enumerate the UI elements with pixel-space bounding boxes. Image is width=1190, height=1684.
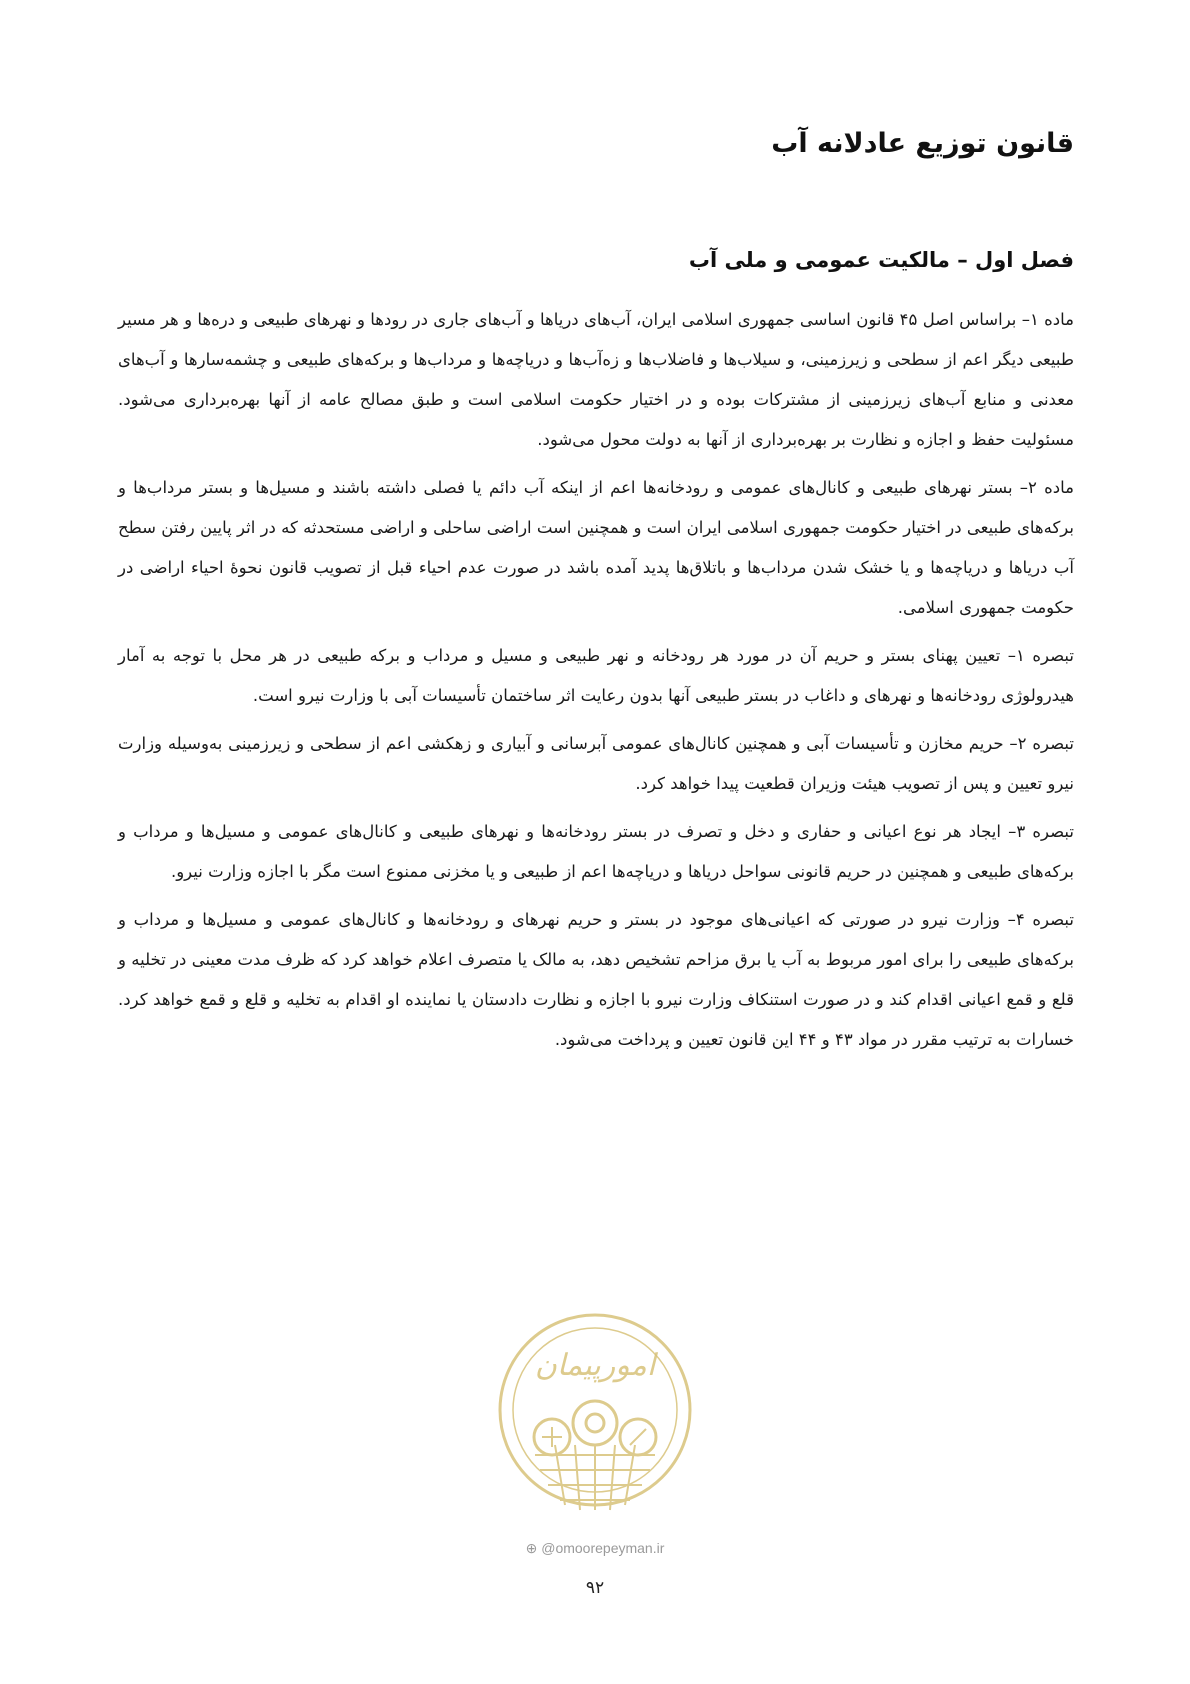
watermark-logo	[490, 1305, 700, 1535]
chapter-heading: فصل اول – مالکیت عمومی و ملی آب	[688, 248, 1074, 272]
watermark-text: امورپیمان	[534, 1348, 656, 1383]
document-title: قانون توزیع عادلانه آب	[771, 128, 1074, 159]
body-text	[118, 300, 1074, 1068]
note-1-paragraph: تبصره ۱– تعیین پهنای بستر و حریم آن در مورد هر رودخانه و نهر طبیعی و مسیل و مرداب و برکه طبیعی در هر محل با توجه به آمار هیدرولوژی رودخانه‌ها و نهرهای و داغاب در بستر طبیعی آنها بدون رعایت اثر ساختمان تأسیسات آبی با وزارت نیرو است.	[118, 646, 1075, 705]
note-3-paragraph: تبصره ۳– ایجاد هر نوع اعیانی و حفاری و دخل و تصرف در بستر رودخانه‌ها و نهرهای طبیعی و کانال‌های عمومی و مسیل‌ها و مرداب و برکه‌های طبیعی و همچنین در حریم قانونی سواحل دریاها و دریاچه‌ها اعم از طبیعی و یا مخزنی ممنوع است مگر با اجازه وزارت نیرو.	[118, 822, 1074, 881]
article-1-paragraph: ماده ۱– براساس اصل ۴۵ قانون اساسی جمهوری اسلامی ایران، آب‌های دریاها و آب‌های جاری در رودها و نهرهای طبیعی و دره‌ها و هر مسیر طبیعی دیگر اعم از سطحی و زیرزمینی، و سیلاب‌ها و فاضلاب‌ها و زه‌آب‌ها و دریاچه‌ها و مرداب‌ها و برکه‌های طبیعی و چشمه‌سارها و آب‌های معدنی و منابع آب‌های زیرزمینی از مشترکات بوده و در اختیار حکومت اسلامی است و طبق مصالح عامه از آنها بهره‌برداری می‌شود. مسئولیت حفظ و اجازه و نظارت بر بهره‌برداری از آنها به دولت محول می‌شود.	[118, 310, 1075, 449]
watermark-url	[480, 1540, 710, 1557]
globe-icon: ⊕	[525, 1540, 538, 1556]
article-2-paragraph: ماده ۲– بستر نهرهای طبیعی و کانال‌های عمومی و رودخانه‌ها اعم از اینکه آب دائم یا فصلی داشته باشند و مسیل‌ها و بستر مرداب‌ها و برکه‌های طبیعی در اختیار حکومت جمهوری اسلامی ایران است و همچنین است اراضی ساحلی و اراضی مستحدثه که در اثر پایین رفتن سطح آب دریاها و دریاچه‌ها و یا خشک شدن مرداب‌ها و باتلاق‌ها پدید آمده باشد در صورت عدم احیاء قبل از تصویب قانون نحوهٔ احیاء اراضی در حکومت جمهوری اسلامی.	[118, 478, 1074, 617]
watermark-url-text: @omoorepeyman.ir	[541, 1540, 665, 1556]
page-number: ۹۲	[585, 1578, 605, 1598]
note-2-paragraph: تبصره ۲– حریم مخازن و تأسیسات آبی و همچنین کانال‌های عمومی آبرسانی و آبیاری و زهکشی اعم از سطحی و زیرزمینی به‌وسیله وزارت نیرو تعیین و پس از تصویب هیئت وزیران قطعیت پیدا خواهد کرد.	[118, 734, 1074, 793]
note-4-paragraph: تبصره ۴– وزارت نیرو در صورتی که اعیانی‌های موجود در بستر و حریم نهرهای و رودخانه‌ها و کانال‌های عمومی و مسیل‌ها و مرداب و برکه‌های طبیعی را برای امور مربوط به آب یا برق مزاحم تشخیص دهد، به مالک یا متصرف اعلام خواهد کرد که ظرف مدت معینی در تخلیه و قلع و قمع اعیانی اقدام کند و در صورت استنکاف وزارت نیرو با اجازه و نظارت دادستان یا نماینده او اقدام به تخلیه و قلع و قمع خواهد کرد. خسارات به ترتیب مقرر در مواد ۴۳ و ۴۴ این قانون تعیین و پرداخت می‌شود.	[118, 910, 1075, 1049]
